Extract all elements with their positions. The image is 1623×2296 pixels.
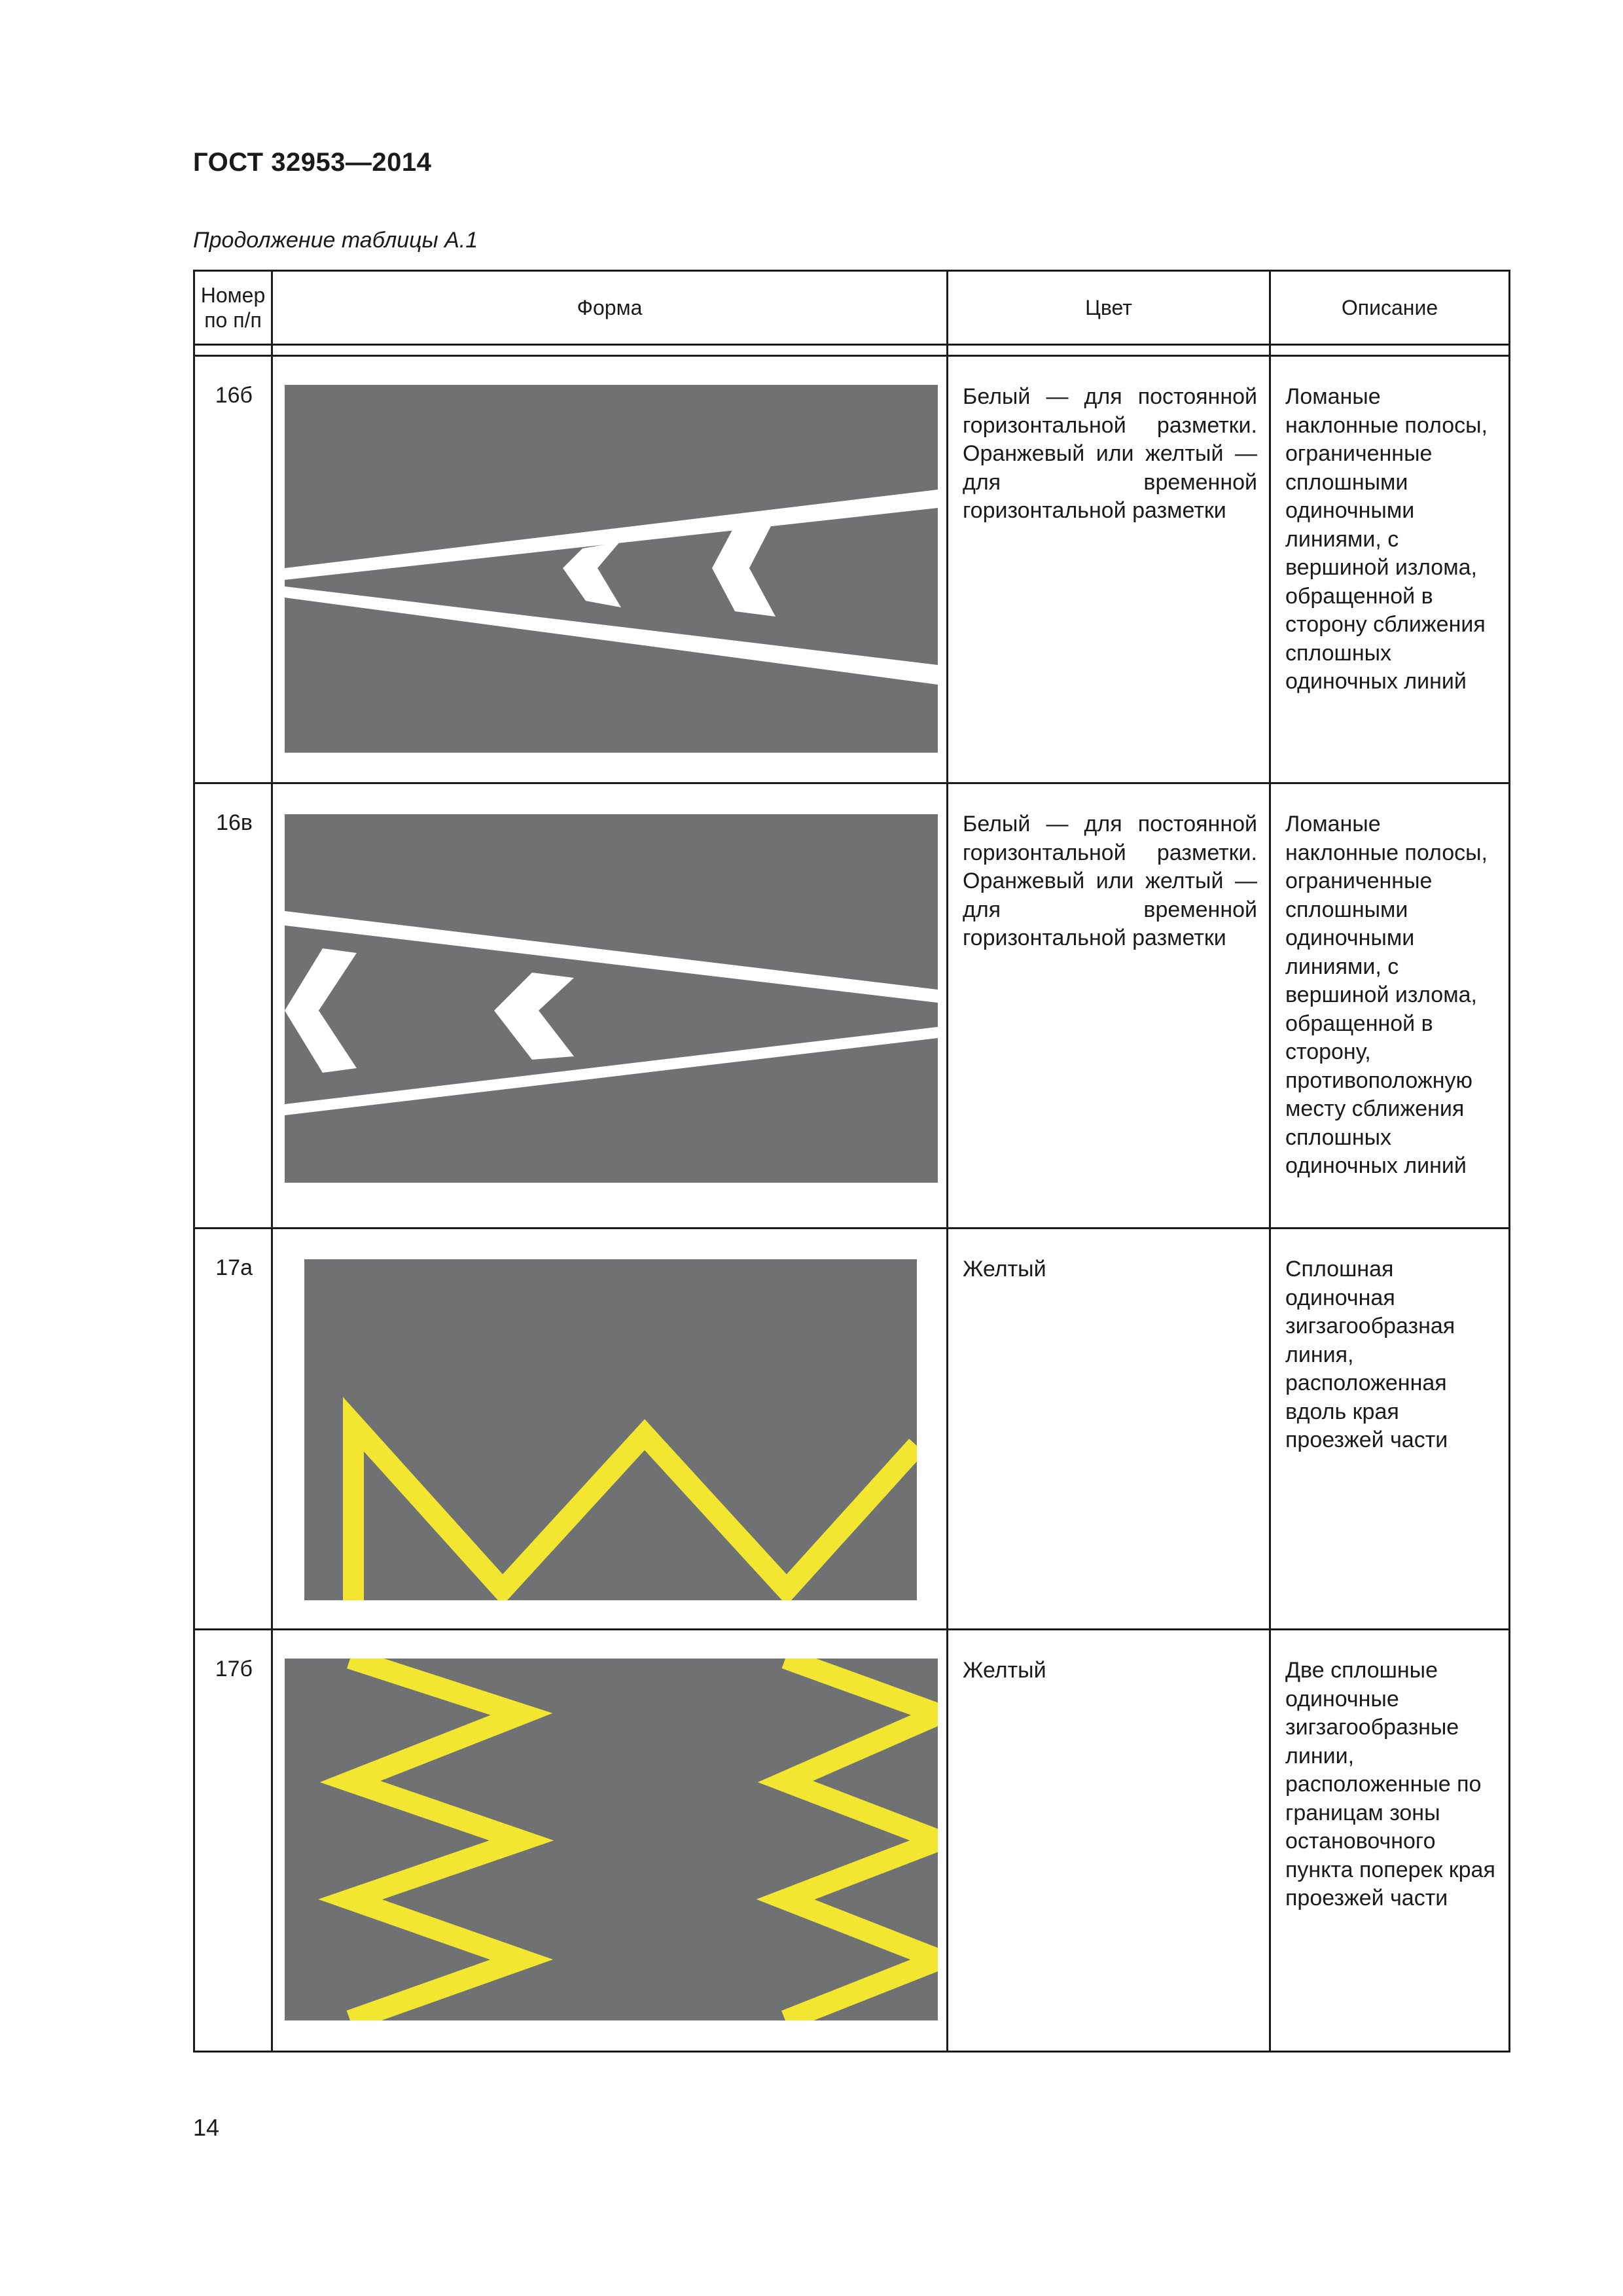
description-cell: Ломаные наклонные полосы, ограниченные сплошными одиночными линиями, с вершиной излома, обращенной в сторону, противоположную месту сближения сплошных одиночных линий xyxy=(1270,783,1510,1229)
row-number: 17б xyxy=(194,1630,272,2052)
table-row xyxy=(194,1229,1510,1630)
row-number: 16б xyxy=(194,356,272,783)
table-row xyxy=(194,1630,1510,2052)
header-separator xyxy=(194,345,1510,356)
header-form: Форма xyxy=(272,271,948,345)
page-number: 14 xyxy=(193,2114,220,2141)
road-surface xyxy=(285,1659,938,2020)
table-caption: Продолжение таблицы А.1 xyxy=(193,228,478,253)
marking-17b-illustration xyxy=(285,1659,938,2020)
header-color: Цвет xyxy=(948,271,1270,345)
document-title: ГОСТ 32953—2014 xyxy=(193,148,432,177)
markings-table xyxy=(193,270,1510,2053)
description-cell: Сплошная одиночная зигзагообразная линия, расположенная вдоль края проезжей части xyxy=(1270,1229,1510,1630)
row-number: 16в xyxy=(194,783,272,1229)
form-cell xyxy=(272,783,948,1229)
table-header-row xyxy=(194,271,1510,345)
marking-16b-illustration xyxy=(285,385,938,753)
color-cell: Белый — для постоянной горизонтальной разметки. Оранжевый или желтый — для временной горизонтальной разметки xyxy=(948,783,1270,1229)
header-description: Описание xyxy=(1270,271,1510,345)
table-row xyxy=(194,356,1510,783)
row-number: 17а xyxy=(194,1229,272,1630)
form-cell xyxy=(272,356,948,783)
marking-17a-illustration xyxy=(304,1259,917,1600)
color-cell: Желтый xyxy=(948,1630,1270,2052)
form-cell xyxy=(272,1229,948,1630)
color-cell: Белый — для постоянной горизонтальной разметки. Оранжевый или желтый — для временной горизонтальной разметки xyxy=(948,356,1270,783)
form-cell xyxy=(272,1630,948,2052)
marking-16v-illustration xyxy=(285,814,938,1183)
road-surface xyxy=(285,814,938,1183)
table-row xyxy=(194,783,1510,1229)
color-cell: Желтый xyxy=(948,1229,1270,1630)
description-cell: Ломаные наклонные полосы, ограниченные сплошными одиночными линиями, с вершиной излома, обращенной в сторону сближения сплошных одиночных линий xyxy=(1270,356,1510,783)
description-cell: Две сплошные одиночные зигзагообразные линии, расположенные по границам зоны остановочного пункта поперек края проезжей части xyxy=(1270,1630,1510,2052)
header-number: Номер по п/п xyxy=(194,271,272,345)
